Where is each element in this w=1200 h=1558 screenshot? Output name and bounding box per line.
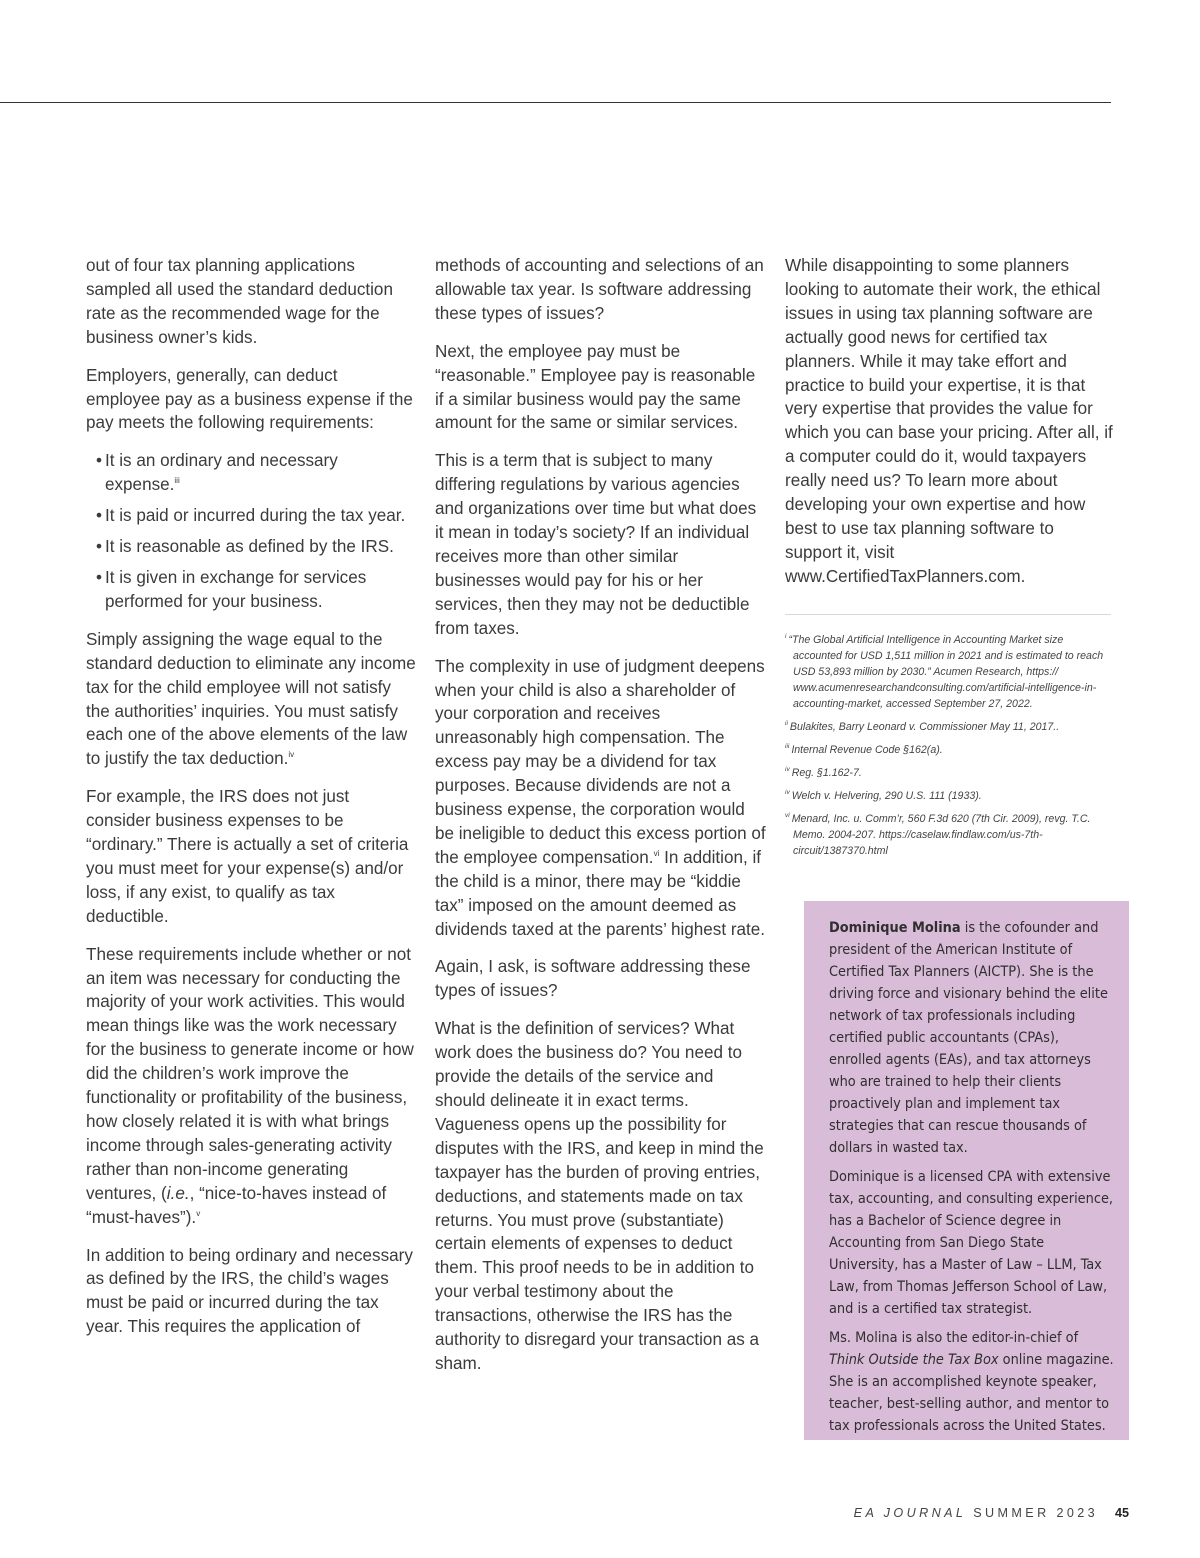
bullet-marker: • (96, 537, 102, 557)
paragraph (86, 628, 416, 771)
footnote-ref: v (196, 1208, 201, 1218)
requirements-list (86, 449, 416, 613)
article-column-1 (86, 254, 416, 1353)
journal-name: EA JOURNAL (853, 1506, 967, 1520)
footnote-mark: ii (785, 720, 788, 727)
footnote-divider (785, 614, 1111, 615)
article-column-2 (435, 254, 767, 1390)
page-number: 45 (1114, 1506, 1129, 1520)
footnote-mark: i (785, 633, 787, 640)
paragraph: For example, the IRS does not just consider business expenses to be “ordinary.” There is actually a set of criteria you must meet for your expense(s) and/or loss, if any exist, to qualify as tax deductible. (86, 787, 409, 926)
footnotes (785, 632, 1115, 866)
paragraph: Employers, generally, can deduct employee pay as a business expense if the pay meets the following requirements: (86, 365, 413, 433)
bullet-marker: • (96, 451, 102, 471)
author-name: Dominique Molina (829, 920, 961, 936)
footnote-text: Reg. §1.162-7. (791, 767, 862, 779)
footnote-mark: vi (785, 812, 790, 819)
footnote (785, 765, 1115, 781)
footnote-text: “The Global Artificial Intelligence in Accounting Market size accounted for USD 1,511 million in 2021 and is estimated to reach USD 53,893 million by 2030.” Acumen Research, https:// www.acumenresearchandconsulting.com/artificial-intelligence-in-accounting-market, accessed September 27, 2022. (788, 634, 1104, 710)
footnote-mark: iii (785, 743, 790, 750)
header-rule (0, 102, 1111, 103)
list-item-text: It is an ordinary and necessary expense. (105, 451, 338, 495)
list-item-text: It is paid or incurred during the tax year. (105, 506, 406, 526)
list-item-text: It is reasonable as defined by the IRS. (105, 537, 394, 557)
paragraph: This is a term that is subject to many differing regulations by various agencies and organizations over time but what does it mean in today’s society? If an individual receives more than other similar businesses would pay for his or her services, then they may not be deductible from taxes. (435, 451, 757, 638)
footnote-ref: vi (653, 848, 660, 858)
emphasis-text: i.e. (166, 1183, 190, 1203)
bio-text: is the cofounder and president of the American Institute of Certified Tax Planners (AICTP). She is the driving force and visionary behind the elite network of tax professionals including certified public accountants (CPAs), enrolled agents (EAs), and tax attorneys who are trained to help their clients proactively plan and implement tax strategies that can rescue thousands of dollars in wasted tax. (829, 920, 1108, 1156)
list-item (96, 566, 416, 614)
footnote-ref: iv (288, 750, 295, 760)
bio-paragraph (829, 1327, 1115, 1437)
list-item (96, 504, 416, 528)
bio-paragraph (829, 917, 1115, 1159)
paragraph: Next, the employee pay must be “reasonable.” Employee pay is reasonable if a similar business would pay the same amount for the same or similar services. (435, 341, 756, 433)
footnote-text: Bulakites, Barry Leonard v. Commissioner May 11, 2017.. (789, 721, 1060, 733)
page-footer (854, 1506, 1129, 1520)
magazine-title: Think Outside the Tax Box (829, 1352, 999, 1368)
paragraph: While disappointing to some planners looking to automate their work, the ethical issues in using tax planning software are actually good news for certified tax planners. While it may take effort and practice to build your expertise, it is that very expertise that provides the value for which you can base your pricing. After all, if a computer could do it, would taxpayers really need us? To learn more about developing your own expertise and how best to use tax planning software to support it, visit www.CertifiedTaxPlanners.com. (785, 256, 1113, 586)
issue-label: SUMMER 2023 (973, 1506, 1099, 1520)
bullet-marker: • (96, 567, 102, 587)
article-column-3 (785, 254, 1115, 603)
bio-text: Ms. Molina is also the editor-in-chief of (829, 1330, 1079, 1346)
paragraph-text: Simply assigning the wage equal to the standard deduction to eliminate any income tax for the child employee will not satisfy the authorities’ inquiries. You must satisfy each one of the above elements of the law to justify the tax deduction. (86, 629, 416, 769)
paragraph (435, 655, 767, 942)
paragraph-text: , “nice-to-haves instead of “must-haves”). (86, 1183, 387, 1227)
paragraph-text: In addition, if the child is a minor, there may be “kiddie tax” imposed on the amount deemed as dividends taxed at the parents’ highest rate. (435, 847, 766, 939)
footnote (785, 742, 1115, 758)
footnote (785, 788, 1115, 804)
footnote (785, 719, 1115, 735)
paragraph: In addition to being ordinary and necessary as defined by the IRS, the child’s wages must be paid or incurred during the tax year. This requires the application of (86, 1245, 413, 1337)
bio-text: online magazine. She is an accomplished keynote speaker, teacher, best-selling author, and mentor to tax professionals across the United States. (829, 1352, 1114, 1434)
paragraph: out of four tax planning applications sampled all used the standard deduction rate as the recommended wage for the business owner’s kids. (86, 256, 393, 347)
list-item (96, 449, 416, 497)
bio-paragraph: Dominique is a licensed CPA with extensive tax, accounting, and consulting experience, has a Bachelor of Science degree in Accounting from San Diego State University, has a Master of Law – LLM, Tax Law, from Thomas Jefferson School of Law, and is a certified tax strategist. (829, 1169, 1114, 1317)
paragraph-text: The complexity in use of judgment deepens when your child is also a shareholder of your corporation and receives unreasonably high compensation. The excess pay may be a dividend for tax purposes. Because dividends are not a business expense, the corporation would be ineligible to deduct this excess portion of the employee compensation. (435, 656, 766, 867)
footnote (785, 811, 1115, 859)
footnote-mark: iv (785, 766, 790, 773)
paragraph: Again, I ask, is software addressing these types of issues? (435, 957, 751, 1001)
paragraph: methods of accounting and selections of an allowable tax year. Is software addressing these types of issues? (435, 256, 764, 323)
author-bio-box (804, 901, 1129, 1440)
bullet-marker: • (96, 506, 102, 526)
paragraph: What is the definition of services? What work does the business do? You need to provide the details of the service and should delineate it in exact terms. Vagueness opens up the possibility for disputes with the IRS, and keep in mind the taxpayer has the burden of proving entries, deductions, and statements made on tax returns. You must prove (substantiate) certain elements of expenses to deduct them. This proof needs to be in addition to your verbal testimony about the transactions, otherwise the IRS has the authority to disregard your transaction as a sham. (435, 1019, 764, 1373)
footnote-mark: iv (785, 789, 790, 796)
footnote-text: Welch v. Helvering, 290 U.S. 111 (1933). (791, 790, 982, 802)
footnote-text: Menard, Inc. u. Comm’r, 560 F.3d 620 (7th Cir. 2009), revg. T.C. Memo. 2004-207. https://caselaw.findlaw.com/us-7th-circuit/1387370.html (791, 813, 1091, 857)
footnote-text: Internal Revenue Code §162(a). (791, 744, 943, 756)
paragraph-text: These requirements include whether or not an item was necessary for conducting the majority of your work activities. This would mean things like was the work necessary for the business to generate income or how did the children’s work improve the functionality or profitability of the business, how closely related it is with what brings income through sales-generating activity rather than non-income generating ventures, ( (86, 944, 414, 1203)
list-item-text: It is given in exchange for services performed for your business. (105, 567, 367, 611)
list-item (96, 535, 416, 559)
paragraph (86, 943, 416, 1230)
footnote-ref: iii (174, 476, 180, 486)
footnote (785, 632, 1115, 712)
